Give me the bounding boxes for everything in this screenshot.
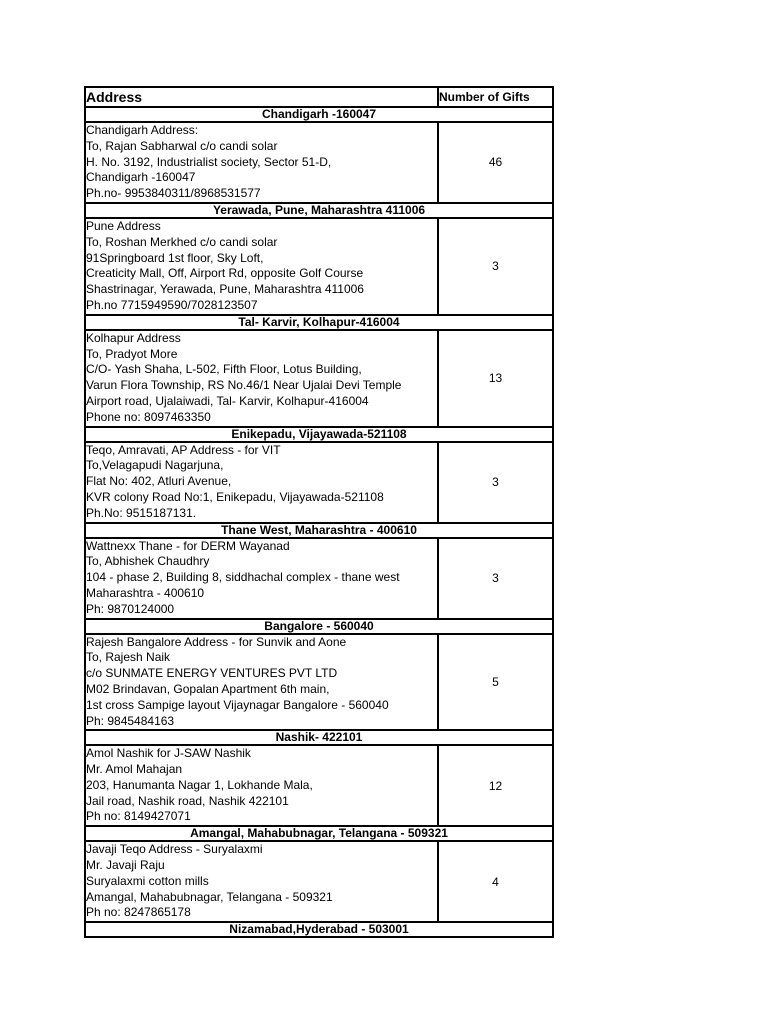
city-header: Nashik- 422101: [85, 730, 553, 745]
address-line: To, Roshan Merkhed c/o candi solar: [86, 234, 278, 249]
city-header-row: [85, 730, 553, 745]
address-line: Chandigarh -160047: [86, 170, 196, 185]
address-row: [85, 122, 553, 203]
address-line: KVR colony Road No:1, Enikepadu, Vijayawada-521108: [86, 489, 384, 504]
address-line: Phone no: 8097463350: [86, 409, 211, 424]
address-row: [85, 218, 553, 315]
address-line: Ph.no- 9953840311/8968531577: [86, 186, 261, 201]
address-row: [85, 442, 553, 523]
address-line: Amangal, Mahabubnagar, Telangana - 509321: [86, 889, 333, 904]
address-line: Ph.no 7715949590/7028123507: [86, 297, 258, 312]
address-line: H. No. 3192, Industrialist society, Sector 51-D,: [86, 154, 332, 169]
address-line: 104 - phase 2, Building 8, siddhachal complex - thane west: [86, 570, 400, 585]
address-cell: [85, 218, 438, 315]
address-line: c/o SUNMATE ENERGY VENTURES PVT LTD: [86, 666, 338, 681]
address-cell: [85, 745, 438, 826]
city-header-row: [85, 826, 553, 841]
address-line: Creaticity Mall, Off, Airport Rd, opposite Golf Course: [86, 266, 364, 281]
city-header-row: [85, 922, 553, 937]
address-line: Mr. Javaji Raju: [86, 858, 165, 873]
address-cell: [85, 122, 438, 203]
address-line: Ph.No: 9515187131.: [86, 505, 197, 520]
address-line: Javaji Teqo Address - Suryalaxmi: [86, 842, 263, 857]
city-header-row: [85, 523, 553, 538]
gift-count-cell: 4: [438, 841, 553, 922]
city-header: Thane West, Maharashtra - 400610: [85, 523, 553, 538]
address-line: 203, Hanumanta Nagar 1, Lokhande Mala,: [86, 777, 313, 792]
address-line: Varun Flora Township, RS No.46/1 Near Ujalai Devi Temple: [86, 378, 402, 393]
gifts-column-header: Number of Gifts: [438, 87, 553, 107]
address-cell: [85, 634, 438, 731]
city-header-row: [85, 427, 553, 442]
city-header: Enikepadu, Vijayawada-521108: [85, 427, 553, 442]
address-line: Ph no: 8247865178: [86, 905, 191, 920]
address-cell: [85, 330, 438, 427]
city-header: Yerawada, Pune, Maharashtra 411006: [85, 203, 553, 218]
city-header-row: [85, 619, 553, 634]
address-line: To, Pradyot More: [86, 346, 178, 361]
city-header: Chandigarh -160047: [85, 107, 553, 122]
address-line: To,Velagapudi Nagarjuna,: [86, 458, 224, 473]
address-line: 1st cross Sampige layout Vijaynagar Bangalore - 560040: [86, 697, 389, 712]
city-header: Amangal, Mahabubnagar, Telangana - 509321: [85, 826, 553, 841]
header-row: [85, 87, 553, 107]
address-line: Chandigarh Address:: [86, 123, 199, 137]
gift-count-cell: 5: [438, 634, 553, 731]
address-line: Rajesh Bangalore Address - for Sunvik and Aone: [86, 634, 347, 649]
address-cell: [85, 841, 438, 922]
gift-count-cell: 3: [438, 442, 553, 523]
address-line: Wattnexx Thane - for DERM Wayanad: [86, 538, 290, 553]
address-line: To, Rajan Sabharwal c/o candi solar: [86, 138, 278, 153]
gift-count-cell: 46: [438, 122, 553, 203]
city-header-row: [85, 107, 553, 122]
gift-count-cell: 3: [438, 218, 553, 315]
address-line: Ph: 9870124000: [86, 601, 175, 616]
address-line: Mr. Amol Mahajan: [86, 762, 183, 777]
city-header-row: [85, 315, 553, 330]
sections-body: [85, 107, 553, 937]
gift-count-cell: 12: [438, 745, 553, 826]
address-cell: [85, 442, 438, 523]
city-header: Tal- Karvir, Kolhapur-416004: [85, 315, 553, 330]
address-row: [85, 330, 553, 427]
address-line: Ph no: 8149427071: [86, 809, 191, 824]
address-line: Airport road, Ujalaiwadi, Tal- Karvir, Kolhapur-416004: [86, 393, 369, 408]
city-header: Nizamabad,Hyderabad - 503001: [85, 922, 553, 937]
address-line: To, Rajesh Naik: [86, 650, 171, 665]
address-line: Shastrinagar, Yerawada, Pune, Maharashtra 411006: [86, 282, 364, 297]
address-line: Pune Address: [86, 218, 161, 233]
address-line: 91Springboard 1st floor, Sky Loft,: [86, 250, 264, 265]
address-line: Maharashtra - 400610: [86, 585, 205, 600]
address-line: Jail road, Nashik road, Nashik 422101: [86, 793, 289, 808]
address-table: [84, 86, 554, 938]
address-line: To, Abhishek Chaudhry: [86, 554, 210, 569]
address-line: Teqo, Amravati, AP Address - for VIT: [86, 442, 281, 457]
address-line: Suryalaxmi cotton mills: [86, 873, 209, 888]
address-row: [85, 745, 553, 826]
gift-count-cell: 13: [438, 330, 553, 427]
address-line: Amol Nashik for J-SAW Nashik: [86, 746, 251, 761]
address-line: M02 Brindavan, Gopalan Apartment 6th main,: [86, 681, 330, 696]
address-row: [85, 841, 553, 922]
address-line: Ph: 9845484163: [86, 713, 175, 728]
city-header: Bangalore - 560040: [85, 619, 553, 634]
address-row: [85, 538, 553, 619]
city-header-row: [85, 203, 553, 218]
address-cell: [85, 538, 438, 619]
address-line: Kolhapur Address: [86, 330, 181, 345]
gift-count-cell: 3: [438, 538, 553, 619]
address-line: Flat No: 402, Atluri Avenue,: [86, 474, 232, 489]
address-row: [85, 634, 553, 731]
address-line: C/O- Yash Shaha, L-502, Fifth Floor, Lotus Building,: [86, 362, 362, 377]
address-column-header: Address: [85, 87, 438, 107]
